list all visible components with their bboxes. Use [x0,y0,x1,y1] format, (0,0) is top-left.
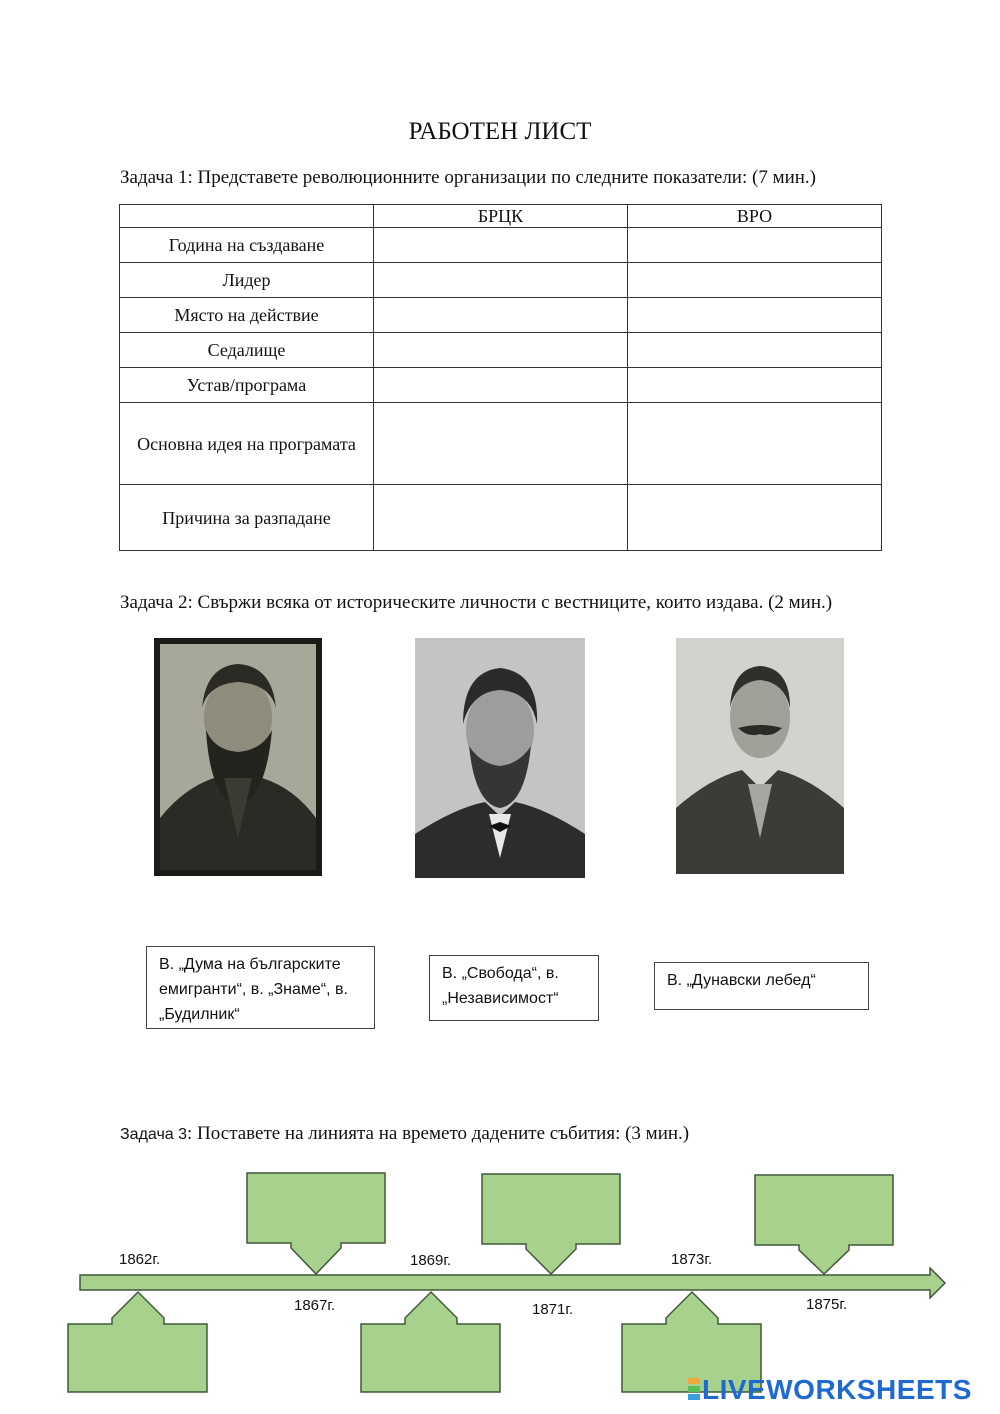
brand-text: LIVEWORKSHEETS [702,1374,972,1405]
answer-cell[interactable] [628,485,882,551]
organizations-table [119,204,882,551]
task3-text: : Поставете на линията на времето дадените събития: (3 мин.) [187,1123,690,1144]
event-slot-below-1 [68,1292,207,1392]
answer-cell[interactable] [374,228,628,263]
newspaper-option-1[interactable]: В. „Дума на българските емигранти“, в. „Знаме“, в. „Будилник“ [146,946,375,1029]
answer-cell[interactable] [628,403,882,485]
answer-cell[interactable] [628,333,882,368]
answer-cell[interactable] [628,263,882,298]
row-label-dissolution-reason: Причина за разпадане [120,485,374,551]
portrait-2 [415,638,585,878]
timeline-axis [80,1268,945,1298]
answer-cell[interactable] [374,333,628,368]
row-label-main-idea: Основна идея на програмата [120,403,374,485]
task3-label: Задача 3 [120,1126,188,1143]
year-label: 1867г. [294,1297,336,1314]
event-slot-above-1 [247,1173,385,1274]
answer-cell[interactable] [374,298,628,333]
event-slot-above-3 [755,1175,893,1274]
answer-cell[interactable] [374,403,628,485]
answer-cell[interactable] [374,368,628,403]
answer-cell[interactable] [628,298,882,333]
event-slot-above-2 [482,1174,620,1274]
year-label: 1862г. [119,1251,161,1268]
row-label-seat: Седалище [120,333,374,368]
answer-cell[interactable] [374,485,628,551]
liveworksheets-logo [688,1374,988,1408]
task2-heading: Задача 2: Свържи всяка от историческите личности с вестниците, които издава. (2 мин.) [120,592,833,613]
answer-cell[interactable] [374,263,628,298]
year-label: 1871г. [532,1301,574,1318]
event-slot-below-2 [361,1292,500,1392]
row-label-statute: Устав/програма [120,368,374,403]
answer-cell[interactable] [628,368,882,403]
table-header-brck: БРЦК [374,205,628,228]
table-header-vro: ВРО [628,205,882,228]
row-label-founding-year: Година на създаване [120,228,374,263]
table-header-empty [120,205,374,228]
row-label-leader: Лидер [120,263,374,298]
year-label: 1869г. [410,1252,452,1269]
row-label-place: Място на действие [120,298,374,333]
year-label: 1875г. [806,1296,848,1313]
answer-cell[interactable] [628,228,882,263]
portrait-3 [676,638,844,874]
task1-heading: Задача 1: Представете революционните организации по следните показатели: (7 мин.) [120,167,817,188]
year-label: 1873г. [671,1251,713,1268]
task3-heading [120,1123,689,1145]
liveworksheets-logo-icon [688,1378,702,1406]
page-title: РАБОТЕН ЛИСТ [408,118,592,145]
newspaper-option-2[interactable]: В. „Свобода“, в. „Независимост“ [429,955,599,1021]
portrait-1 [154,638,322,876]
newspaper-option-3[interactable]: В. „Дунавски лебед“ [654,962,869,1010]
